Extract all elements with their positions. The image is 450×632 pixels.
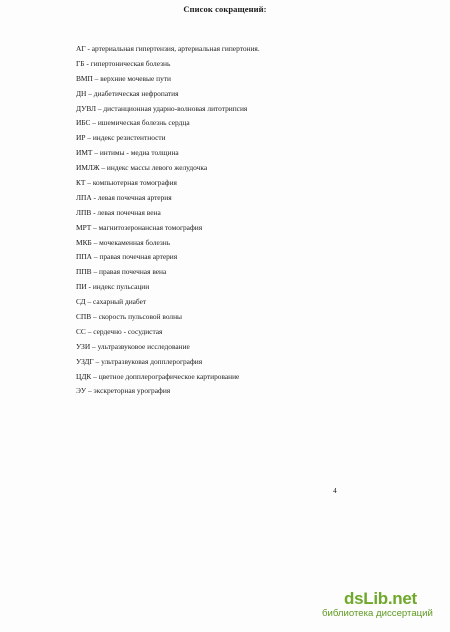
watermark-logo[interactable]: dsLib.net: [344, 589, 417, 608]
abbreviation-item: СПВ – скорость пульсовой волны: [76, 312, 183, 322]
abbreviation-item: ППА – правая почечная артерия: [76, 252, 178, 262]
abbreviation-item: ППВ – правая почечная вена: [76, 267, 167, 277]
abbreviation-item: МКБ – мочекаменная болезнь: [76, 237, 171, 247]
abbreviation-item: ДН – диабетическая нефропатия: [76, 88, 179, 98]
watermark-subtitle: библиотека диссертаций: [322, 608, 433, 619]
abbreviation-item: ИМЛЖ – индекс массы левого желудочка: [76, 163, 208, 173]
abbreviation-item: ЛПА - левая почечная артерия: [76, 192, 172, 202]
abbreviation-item: УЗИ – ультразвуковое исследование: [76, 341, 190, 351]
abbreviation-list: [76, 42, 260, 399]
abbreviation-item: КТ – компьютерная томография: [76, 178, 177, 188]
watermark[interactable]: [322, 590, 442, 620]
abbreviation-item: УЗДГ – ультразвуковая допплерография: [76, 356, 203, 366]
abbreviation-item: ЦДК – цветное допплерографическое картирование: [76, 371, 240, 381]
abbreviation-item: АГ - артериальная гипертензия, артериальная гипертония.: [76, 44, 260, 53]
abbreviation-item: ИБС – ишемическая болезнь сердца: [76, 118, 190, 128]
page-number: 4: [333, 486, 337, 495]
abbreviation-item: ЭУ – экскреторная урография: [76, 386, 171, 396]
abbreviation-item: СД – сахарный диабет: [76, 297, 147, 307]
abbreviation-item: ЛПВ - левая почечная вена: [76, 207, 161, 217]
abbreviation-item: ВМП – верхние мочевые пути: [76, 73, 171, 83]
page-title: Список сокращений:: [183, 4, 267, 14]
abbreviation-item: ИР – индекс резистентности: [76, 133, 166, 143]
abbreviation-item: ДУВЛ – дистанционная ударно-волновая литотрипсия: [76, 103, 248, 113]
abbreviation-item: МРТ – магнитозеронансная томография: [76, 222, 203, 232]
abbreviation-item: ПИ - индекс пульсации: [76, 282, 150, 292]
abbreviation-item: СС – сердечно - сосудистая: [76, 326, 163, 336]
abbreviation-item: ИМТ – интимы - медиа толщина: [76, 148, 179, 158]
abbreviation-item: ГБ - гипертоническая болезнь: [76, 58, 171, 68]
